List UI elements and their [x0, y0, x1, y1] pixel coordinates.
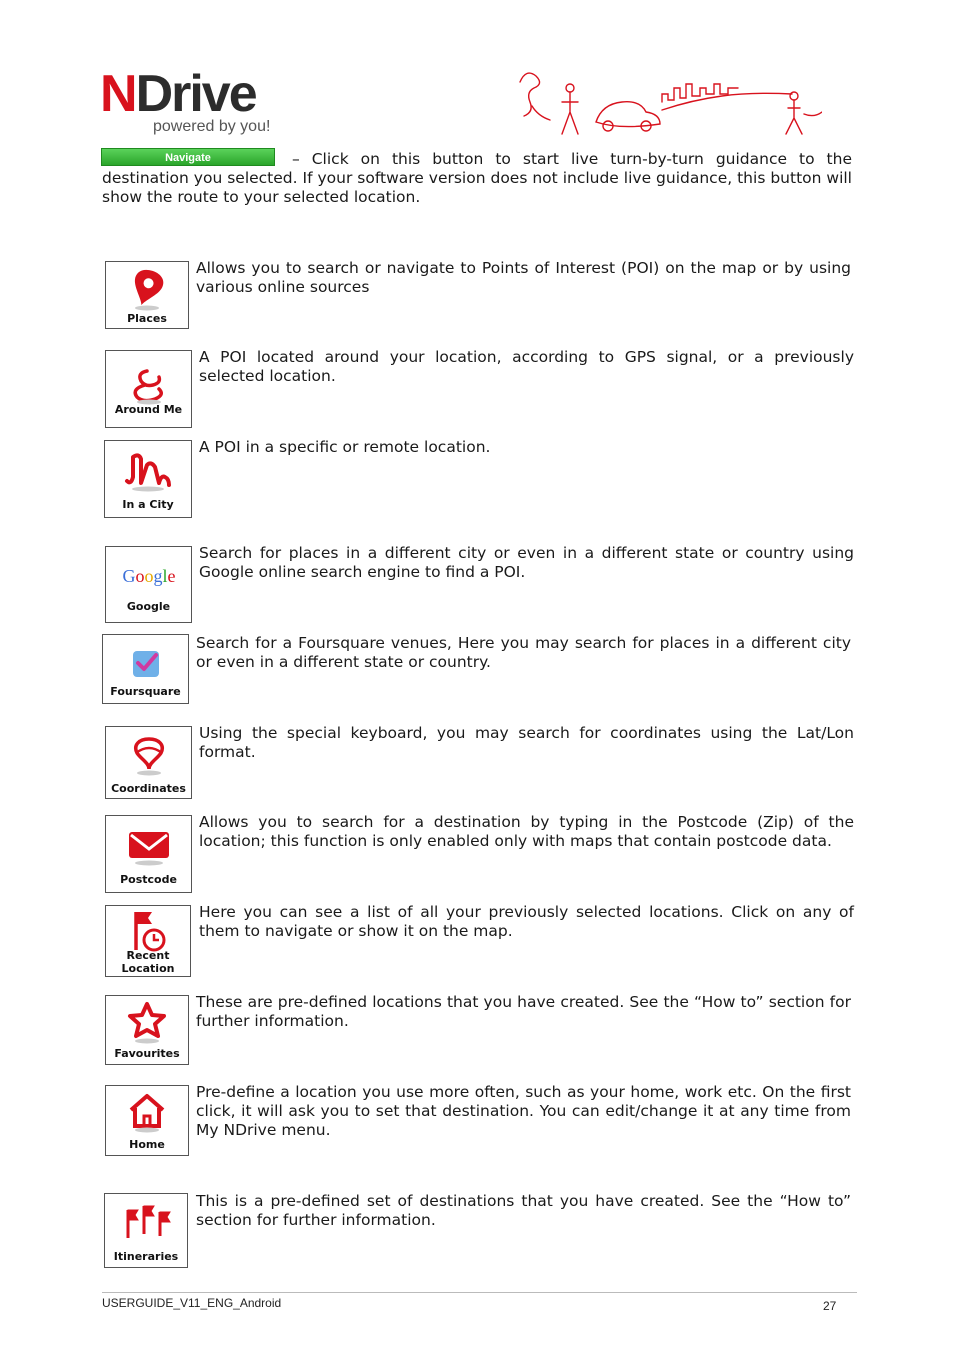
itineraries-label: Itineraries	[113, 1250, 179, 1263]
in-a-city-label: In a City	[122, 498, 174, 511]
recent-location-description: Here you can see a list of all your previously selected locations. Click on any of them to navigate or show it on the map.	[199, 903, 854, 940]
footer-divider	[102, 1292, 857, 1293]
foursquare-label: Foursquare	[110, 685, 181, 698]
favourites-label: Favourites	[114, 1047, 180, 1060]
postcode-envelope-icon	[125, 826, 173, 866]
foursquare-description: Search for a Foursquare venues, Here you may search for places in a different city or even in a different state or country.	[196, 634, 851, 671]
home-label: Home	[129, 1138, 165, 1151]
recent-location-label: Recent Location	[121, 949, 175, 975]
foursquare-button[interactable]	[102, 634, 189, 704]
city-icon	[121, 451, 175, 493]
svg-text:Google: Google	[121, 566, 176, 586]
coordinates-icon	[126, 733, 172, 777]
postcode-description: Allows you to search for a destination by typing in the Postcode (Zip) of the location; this function is only enabled only with maps that contain postcode data.	[199, 813, 854, 850]
coordinates-button[interactable]	[105, 726, 192, 799]
places-label: Places	[127, 312, 167, 325]
places-pin-icon	[125, 266, 169, 312]
around-me-label: Around Me	[114, 403, 183, 416]
around-me-button[interactable]	[105, 350, 192, 428]
around-me-description: A POI located around your location, according to GPS signal, or a previously selected location.	[199, 348, 854, 385]
in-a-city-button[interactable]	[104, 440, 192, 518]
navigate-description: – Click on this button to start live turn-by-turn guidance to the destination you selected. If your software version does not include live guidance, this button will show the route to your selected location.	[102, 150, 852, 206]
recent-location-button[interactable]	[105, 905, 191, 977]
google-label: Google	[126, 600, 171, 613]
ndrive-logo	[100, 56, 280, 140]
google-logo-icon	[119, 561, 179, 591]
places-description: Allows you to search or navigate to Points of Interest (POI) on the map or by using various online sources	[196, 259, 851, 296]
favourites-button[interactable]	[105, 995, 189, 1065]
header-sketch-illustration	[512, 62, 822, 140]
in-a-city-description: A POI in a specific or remote location.	[199, 438, 491, 456]
logo-wordmark: NDrive	[100, 65, 256, 123]
foursquare-check-icon	[126, 645, 166, 683]
places-button[interactable]	[105, 261, 189, 329]
itineraries-button[interactable]	[104, 1193, 188, 1268]
google-button[interactable]	[105, 546, 192, 623]
recent-flag-clock-icon	[122, 908, 174, 954]
postcode-label: Postcode	[120, 873, 177, 886]
google-description: Search for places in a different city or even in a different state or country using Google online search engine to find a POI.	[199, 544, 854, 581]
around-me-icon	[127, 365, 171, 405]
logo-tagline: powered by you!	[153, 118, 271, 135]
favourites-description: These are pre-defined locations that you have created. See the “How to” section for further information.	[196, 993, 851, 1030]
home-icon	[125, 1088, 169, 1134]
page-number: 27	[823, 1299, 837, 1313]
home-description: Pre-define a location you use more often, such as your home, work etc. On the first click, it will ask you to set that destination. You can edit/change it at any time from My NDrive menu.	[196, 1083, 851, 1139]
star-icon	[125, 1000, 169, 1044]
itineraries-flags-icon	[118, 1200, 174, 1244]
coordinates-label: Coordinates	[111, 782, 186, 795]
navigate-button[interactable]: Navigate	[101, 148, 275, 166]
coordinates-description: Using the special keyboard, you may search for coordinates using the Lat/Lon format.	[199, 724, 854, 761]
itineraries-description: This is a pre-defined set of destinations that you have created. See the “How to” section for further information.	[196, 1192, 851, 1229]
postcode-button[interactable]	[105, 815, 192, 893]
footer-doc-id: USERGUIDE_V11_ENG_Android	[102, 1296, 282, 1310]
home-button[interactable]	[105, 1085, 189, 1156]
